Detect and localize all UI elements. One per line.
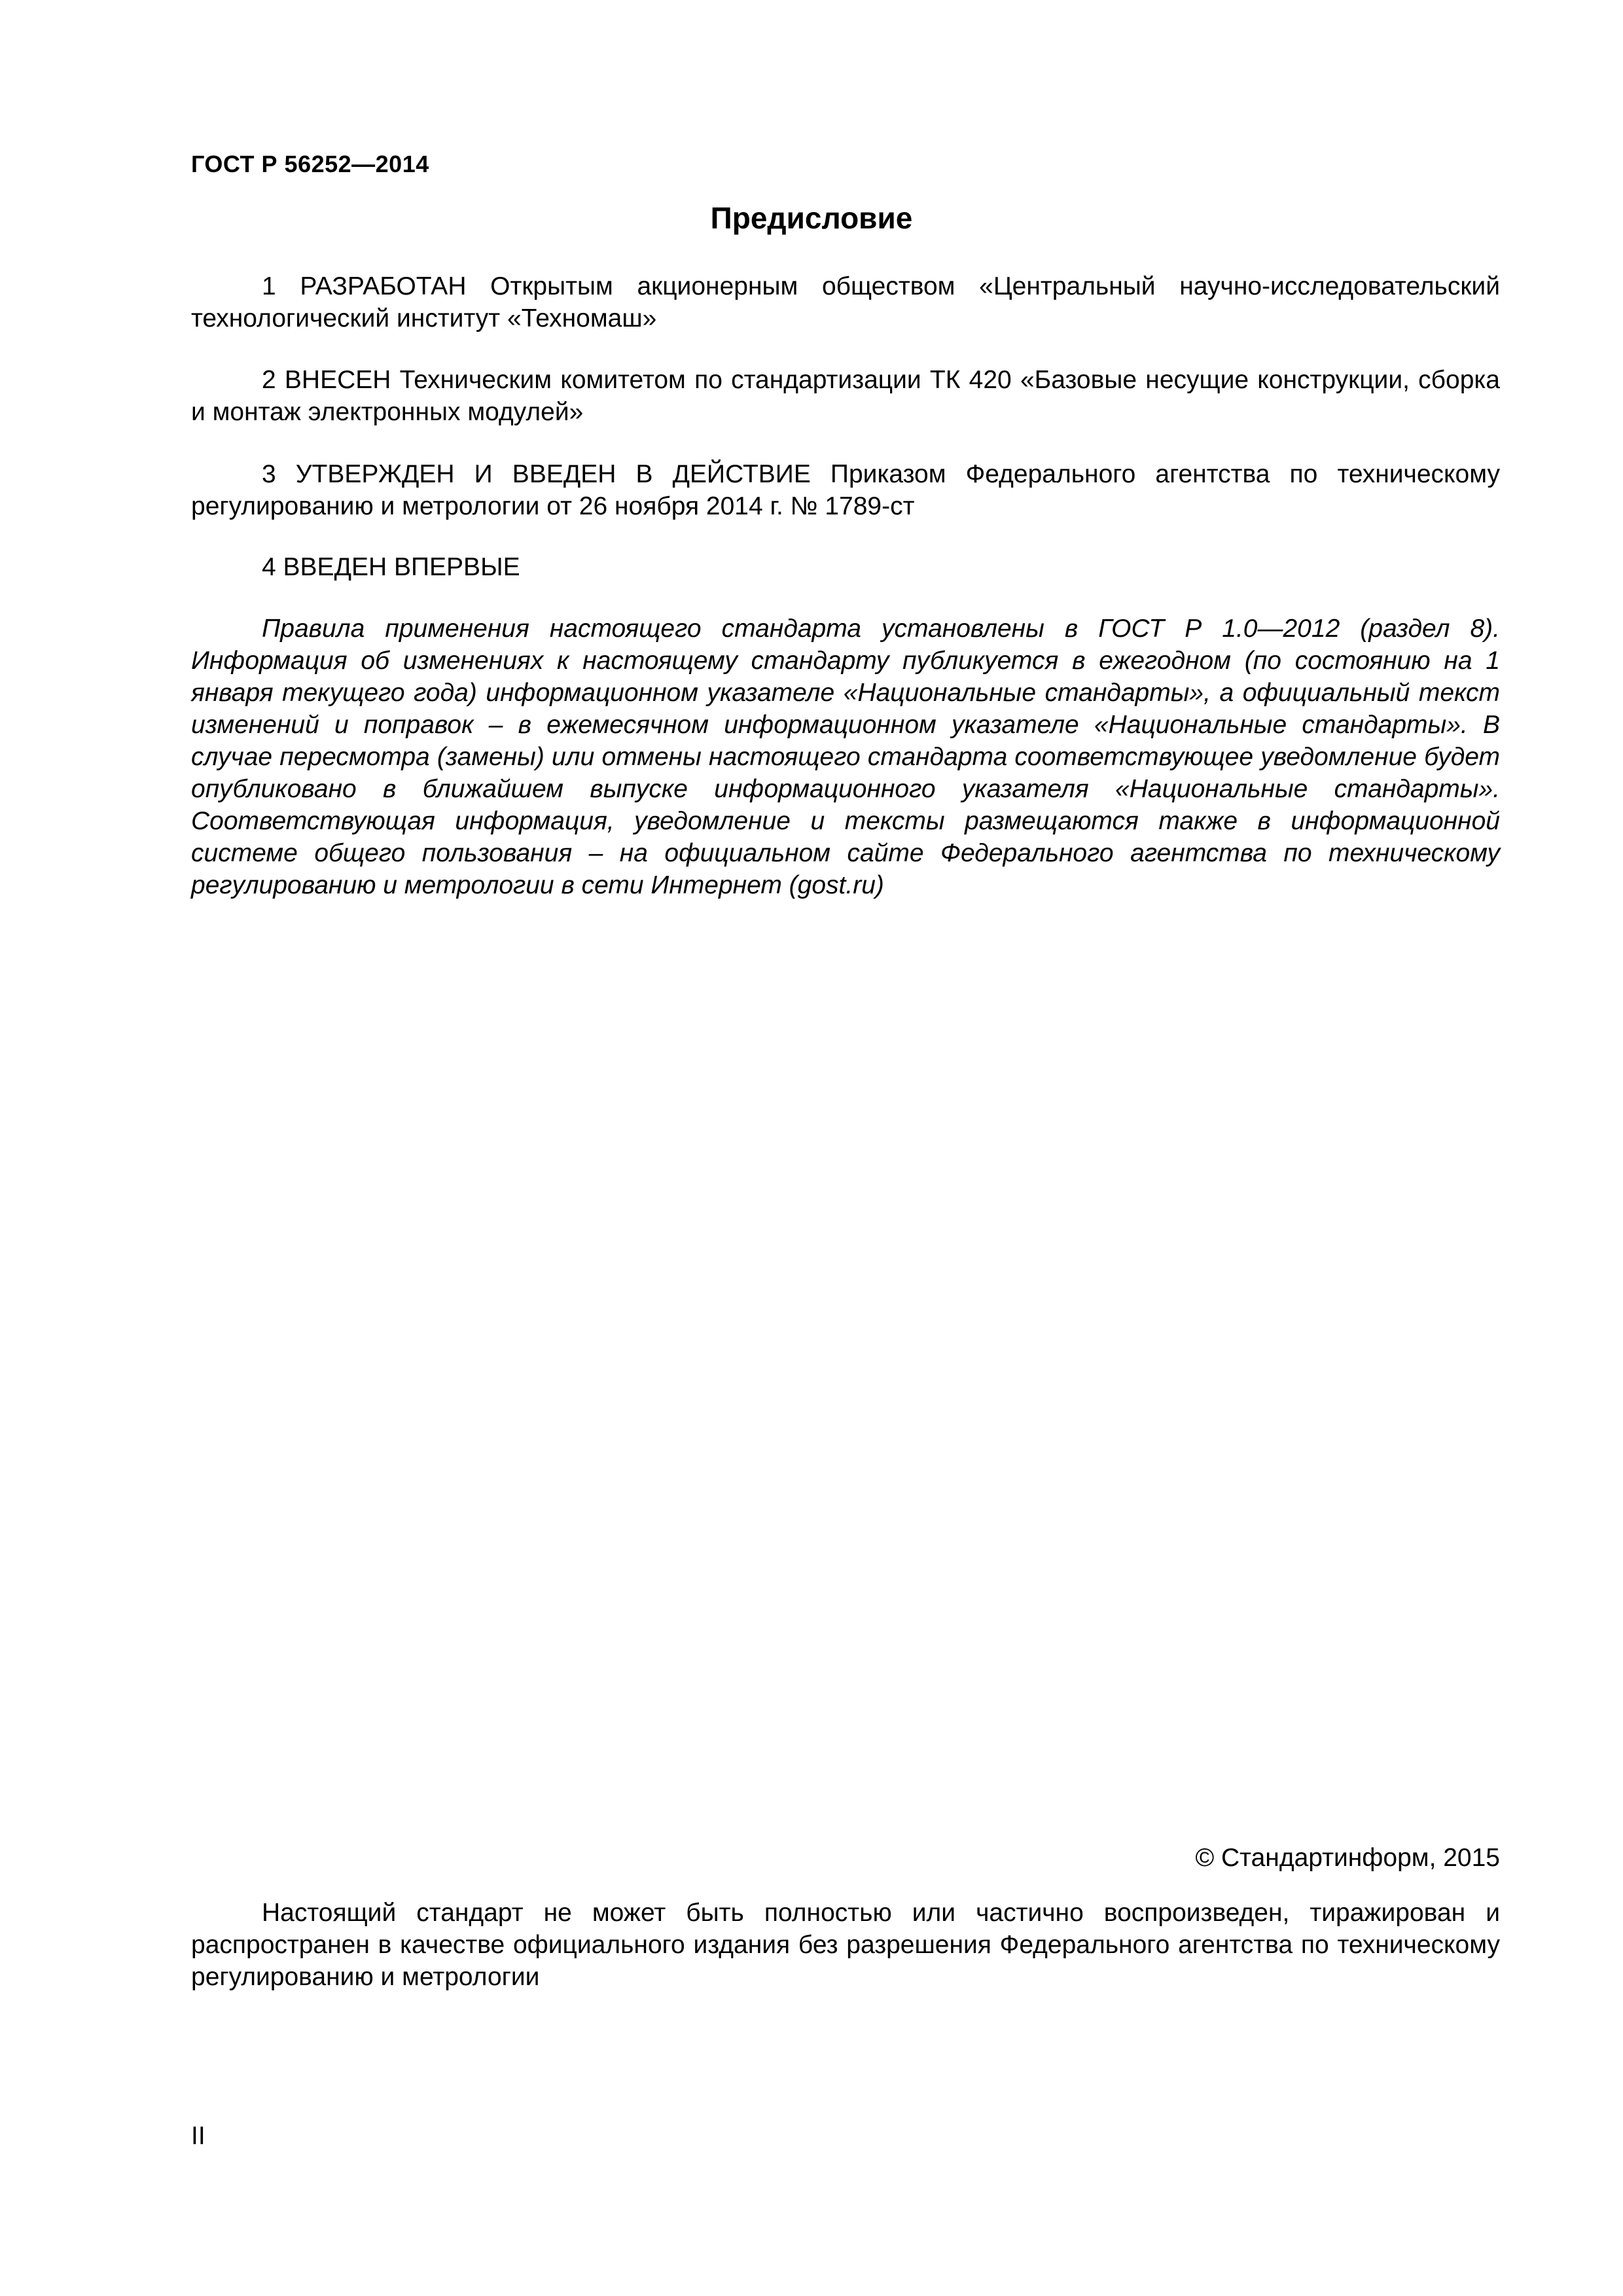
paragraph-introduced-by: 2 ВНЕСЕН Техническим комитетом по стандартизации ТК 420 «Базовые несущие конструкции, сборка и монтаж электронных модулей»	[191, 366, 1500, 426]
reproduction-notice: Настоящий стандарт не может быть полностью или частично воспроизведен, тиражирован и распространен в качестве официального издания без разрешения Федерального агентства по техническому регулированию и метрологии	[191, 1899, 1500, 1991]
paragraph-approved: 3 УТВЕРЖДЕН И ВВЕДЕН В ДЕЙСТВИЕ Приказом Федерального агентства по техническому регулированию и метрологии от 26 ноября 2014 г. № 1789-ст	[191, 460, 1500, 520]
page-title: Предисловие	[710, 201, 913, 235]
paragraph-first-introduced: 4 ВВЕДЕН ВПЕРВЫЕ	[262, 553, 520, 581]
copyright-line: © Стандартинформ, 2015	[1195, 1844, 1500, 1872]
page-number: II	[191, 2122, 205, 2150]
rules-note: Правила применения настоящего стандарта установлены в ГОСТ Р 1.0—2012 (раздел 8). Информация об изменениях к настоящему стандарту публикуется в ежегодном (по состоянию на 1 января текущего года) информационном указателе «Национальные стандарты», а официальный текст изменений и поправок – в ежемесячном информационном указателе «Национальные стандарты». В случае пересмотра (замены) или отмены настоящего стандарта соответствующее уведомление будет опубликовано в ближайшем выпуске информационного указателя «Национальные стандарты». Соответствующая информация, уведомление и тексты размещаются также в информационной системе общего пользования – на официальном сайте Федерального агентства по техническому регулированию и метрологии в сети Интернет (gost.ru)	[191, 615, 1500, 899]
paragraph-developed-by: 1 РАЗРАБОТАН Открытым акционерным обществом «Центральный научно-исследовательский технологический институт «Техномаш»	[191, 272, 1500, 332]
standard-id-header: ГОСТ Р 56252—2014	[191, 151, 429, 177]
